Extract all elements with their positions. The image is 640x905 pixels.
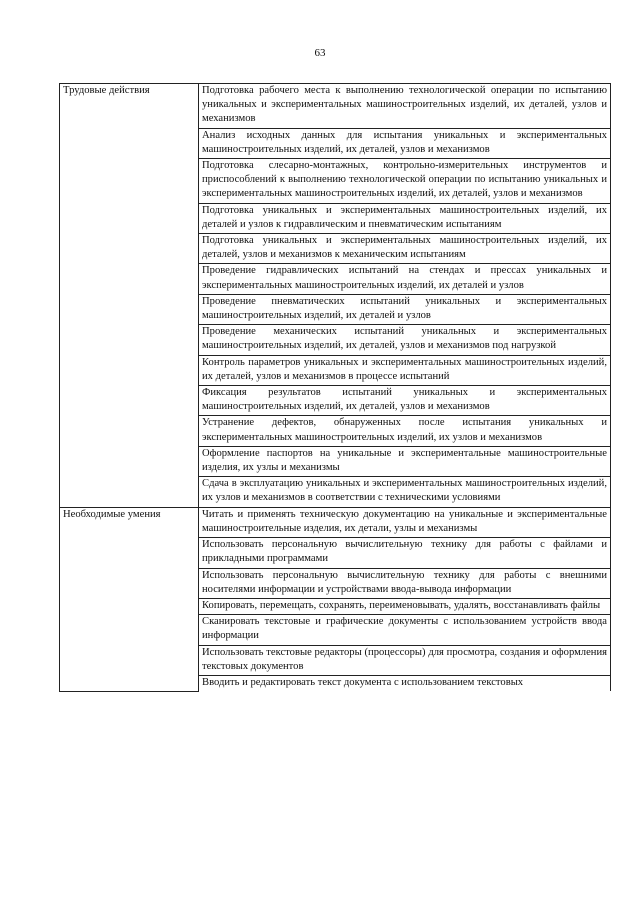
requirement-item: Проведение механических испытаний уникальных и экспериментальных машиностроительных изделий, их деталей, узлов и механизмов под нагрузкой [199, 325, 611, 355]
requirement-item: Анализ исходных данных для испытания уникальных и экспериментальных машиностроительных изделий, их деталей, узлов и механизмов [199, 128, 611, 158]
table-row [60, 507, 611, 537]
requirements-table [59, 83, 611, 692]
page-number: 63 [314, 47, 326, 59]
table-row [60, 84, 611, 129]
requirement-item: Читать и применять техническую документацию на уникальные и экспериментальные машиностроительные изделия, их детали, узлы и механизмы [199, 507, 611, 537]
requirement-item: Копировать, перемещать, сохранять, переименовывать, удалять, восстанавливать файлы [199, 598, 611, 614]
section-label: Необходимые умения [60, 507, 199, 691]
requirement-item: Проведение пневматических испытаний уникальных и экспериментальных машиностроительных изделий, их деталей и узлов [199, 294, 611, 324]
requirement-item: Сдача в эксплуатацию уникальных и экспериментальных машиностроительных изделий, их узлов и механизмов в соответствии с техническими условиями [199, 477, 611, 507]
requirement-item: Проведение гидравлических испытаний на стендах и прессах уникальных и экспериментальных машиностроительных изделий, их деталей и узлов [199, 264, 611, 294]
requirement-item: Подготовка уникальных и экспериментальных машиностроительных изделий, их деталей и узлов к гидравлическим и пневматическим испытаниям [199, 203, 611, 233]
requirement-item: Подготовка рабочего места к выполнению технологической операции по испытанию уникальных и экспериментальных машиностроительных изделий, их деталей, узлов и механизмов [199, 84, 611, 129]
requirement-item: Подготовка уникальных и экспериментальных машиностроительных изделий, их деталей, узлов и механизмов к механическим испытаниям [199, 234, 611, 264]
requirement-item: Сканировать текстовые и графические документы с использованием устройств ввода информации [199, 615, 611, 645]
requirement-item: Устранение дефектов, обнаруженных после испытания уникальных и экспериментальных машиностроительных изделий, их узлов и механизмов [199, 416, 611, 446]
requirement-item: Использовать персональную вычислительную технику для работы с файлами и прикладными программами [199, 538, 611, 568]
requirement-item: Подготовка слесарно-монтажных, контрольно-измерительных инструментов и приспособлений к выполнению технологической операции по испытанию уникальных и экспериментальных машиностроительных изделий, их деталей, узлов и механизмов [199, 159, 611, 204]
section-label: Трудовые действия [60, 84, 199, 508]
requirement-item: Использовать персональную вычислительную технику для работы с внешними носителями информации и устройствами ввода-вывода информации [199, 568, 611, 598]
requirement-item: Фиксация результатов испытаний уникальных и экспериментальных машиностроительных изделий, их деталей, узлов и механизмов [199, 386, 611, 416]
requirement-item: Вводить и редактировать текст документа с использованием текстовых [199, 675, 611, 691]
requirements-table-body [60, 84, 611, 692]
requirement-item: Оформление паспортов на уникальные и экспериментальные машиностроительные изделия, их узлы и механизмы [199, 446, 611, 476]
requirement-item: Использовать текстовые редакторы (процессоры) для просмотра, создания и оформления текстовых документов [199, 645, 611, 675]
requirement-item: Контроль параметров уникальных и экспериментальных машиностроительных изделий, их деталей, узлов и механизмов в процессе испытаний [199, 355, 611, 385]
